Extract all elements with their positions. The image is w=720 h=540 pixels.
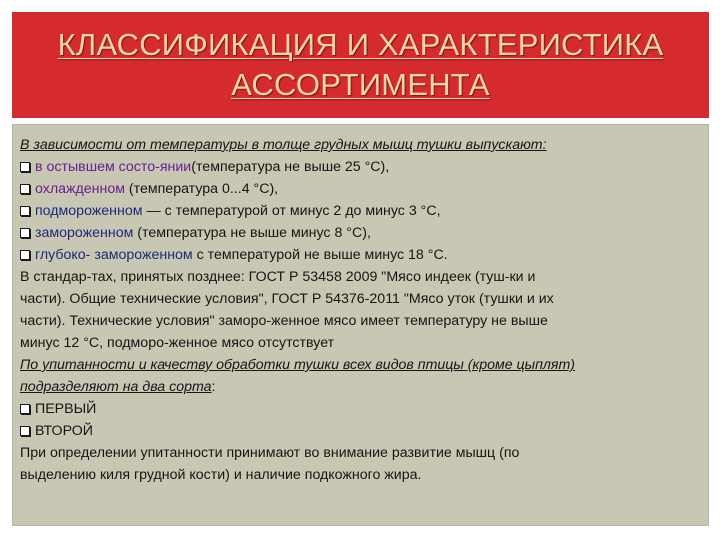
title-band: [12, 12, 709, 118]
list-item: [20, 178, 692, 200]
item-term: в остывшем состо-янии: [35, 159, 192, 175]
closing-text: При определении упитанности принимают во внимание развитие мышц (по: [20, 445, 520, 461]
list-item: [20, 156, 692, 178]
list-item: [20, 420, 692, 442]
list-item: [20, 222, 692, 244]
list-item: [20, 244, 692, 266]
checkbox-square-icon: [20, 404, 30, 414]
item-term: замороженном: [35, 225, 134, 241]
checkbox-square-icon: [20, 184, 30, 194]
item-detail: с температурой не выше минус 18 °С.: [192, 247, 448, 263]
standards-text: части). Общие технические условия", ГОСТ Р 54376-2011 "Мясо уток (тушки и их: [20, 291, 554, 307]
grade-label: ПЕРВЫЙ: [35, 401, 97, 417]
standards-text: минус 12 °С, подморо-женное мясо отсутствует: [20, 335, 335, 351]
checkbox-square-icon: [20, 206, 30, 216]
slide-title-line-1: КЛАССИФИКАЦИЯ И ХАРАКТЕРИСТИКА: [57, 27, 664, 62]
item-term: охлажденном: [35, 181, 125, 197]
checkbox-square-icon: [20, 426, 30, 436]
item-term: подмороженном: [35, 203, 143, 219]
list-item: [20, 200, 692, 222]
slide-title-line-2: АССОРТИМЕНТА: [231, 67, 490, 102]
item-detail: (температура не выше минус 8 °С),: [133, 225, 371, 241]
grade-intro-colon: :: [211, 379, 216, 395]
item-detail: (температура не выше 25 °С),: [191, 159, 390, 175]
grade-intro-text: По упитанности и качеству обработки тушки всех видов птицы (кроме цыплят): [20, 357, 576, 373]
grade-intro-text-2: [20, 376, 692, 398]
item-detail: — с температурой от минус 2 до минус 3 °С,: [142, 203, 441, 219]
item-term: глубоко- замороженном: [35, 247, 193, 263]
closing-text: выделению киля грудной кости) и наличие подкожного жира.: [20, 467, 422, 483]
grade-label: ВТОРОЙ: [35, 423, 93, 439]
list-item: [20, 398, 692, 420]
checkbox-square-icon: [20, 228, 30, 238]
grade-intro-underlined: подразделяют на два сорта: [20, 379, 212, 395]
checkbox-square-icon: [20, 162, 30, 172]
intro-text: В зависимости от температуры в толще грудных мышц тушки выпускают:: [20, 137, 547, 153]
standards-text: В стандар-тах, принятых позднее: ГОСТ Р 53458 2009 "Мясо индеек (туш-ки и: [20, 269, 536, 285]
standards-text: части). Технические условия" заморо-женное мясо имеет температуру не выше: [20, 313, 548, 329]
slide-body: [20, 134, 692, 486]
checkbox-square-icon: [20, 250, 30, 260]
item-detail: (температура 0...4 °С),: [124, 181, 279, 197]
